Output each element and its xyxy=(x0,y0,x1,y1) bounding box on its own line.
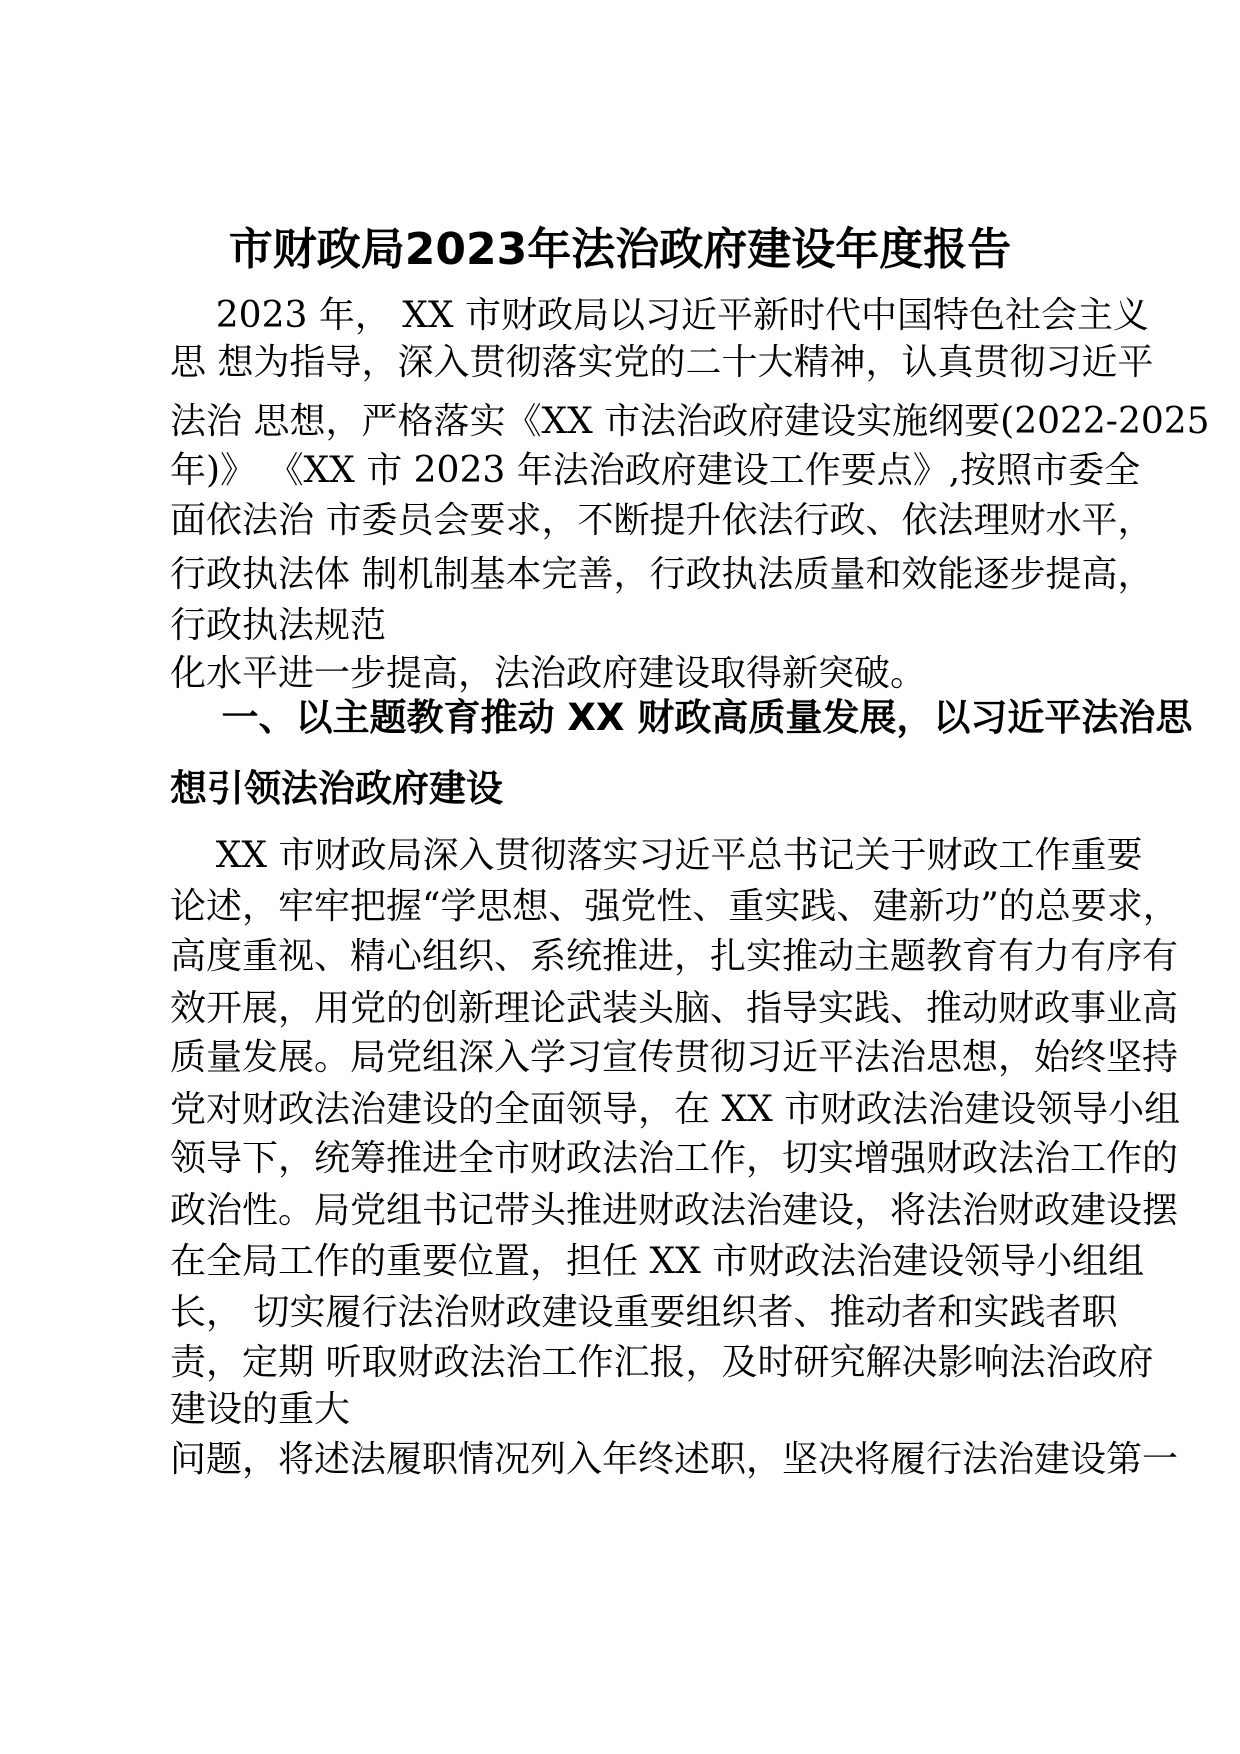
body-line: 责，定期 听取财政法治工作汇报，及时研究解决影响法治政府 xyxy=(170,1342,1154,1383)
document-title: 市财政局2023年法治政府建设年度报告 xyxy=(228,224,1012,275)
intro-line: 2023 年， XX 市财政局以习近平新时代中国特色社会主义 xyxy=(170,295,1149,336)
section-heading: 一、以主题教育推动 XX 财政高质量发展，以习近平法治思 xyxy=(170,696,1193,739)
body-line: 在全局工作的重要位置，担任 XX 市财政法治建设领导小组组 xyxy=(170,1241,1145,1282)
body-line: 政治性。局党组书记带头推进财政法治建设，将法治财政建设摆 xyxy=(170,1190,1179,1231)
body-line: 高度重视、精心组织、系统推进，扎实推动主题教育有力有序有 xyxy=(170,936,1179,977)
intro-line: 法治 思想，严格落实《XX 市法治政府建设实施纲要(2022-2025 xyxy=(170,401,1210,442)
body-line: 质量发展。局党组深入学习宣传贯彻习近平法治思想，始终坚持 xyxy=(170,1037,1179,1078)
body-line: XX 市财政局深入贯彻落实习近平总书记关于财政工作重要 xyxy=(170,835,1143,876)
body-line: 效开展，用党的创新理论武装头脑、指导实践、推动财政事业高 xyxy=(170,988,1179,1029)
body-line: 建设的重大 xyxy=(170,1389,351,1430)
intro-line: 行政执法规范 xyxy=(170,605,387,646)
body-line: 论述，牢牢把握“学思想、强党性、重实践、建新功”的总要求， xyxy=(170,886,1179,927)
body-line: 问题，将述法履职情况列入年终述职，坚决将履行法治建设第一 xyxy=(170,1439,1179,1480)
body-line: 党对财政法治建设的全面领导，在 XX 市财政法治建设领导小组 xyxy=(170,1089,1181,1130)
section-heading-continued: 想引领法治政府建设 xyxy=(170,767,503,810)
intro-line: 面依法治 市委员会要求，不断提升依法行政、依法理财水平， xyxy=(170,500,1154,541)
body-line: 长， 切实履行法治财政建设重要组织者、推动者和实践者职 xyxy=(170,1292,1118,1333)
intro-line: 思 想为指导，深入贯彻落实党的二十大精神，认真贯彻习近平 xyxy=(170,342,1154,383)
intro-line: 化水平进一步提高，法治政府建设取得新突破。 xyxy=(170,653,927,694)
intro-line: 年)》 《XX 市 2023 年法治政府建设工作要点》,按照市委全 xyxy=(170,450,1141,491)
intro-line: 行政执法体 制机制基本完善，行政执法质量和效能逐步提高， xyxy=(170,554,1154,595)
body-line: 领导下，统筹推进全市财政法治工作，切实增强财政法治工作的 xyxy=(170,1138,1179,1179)
